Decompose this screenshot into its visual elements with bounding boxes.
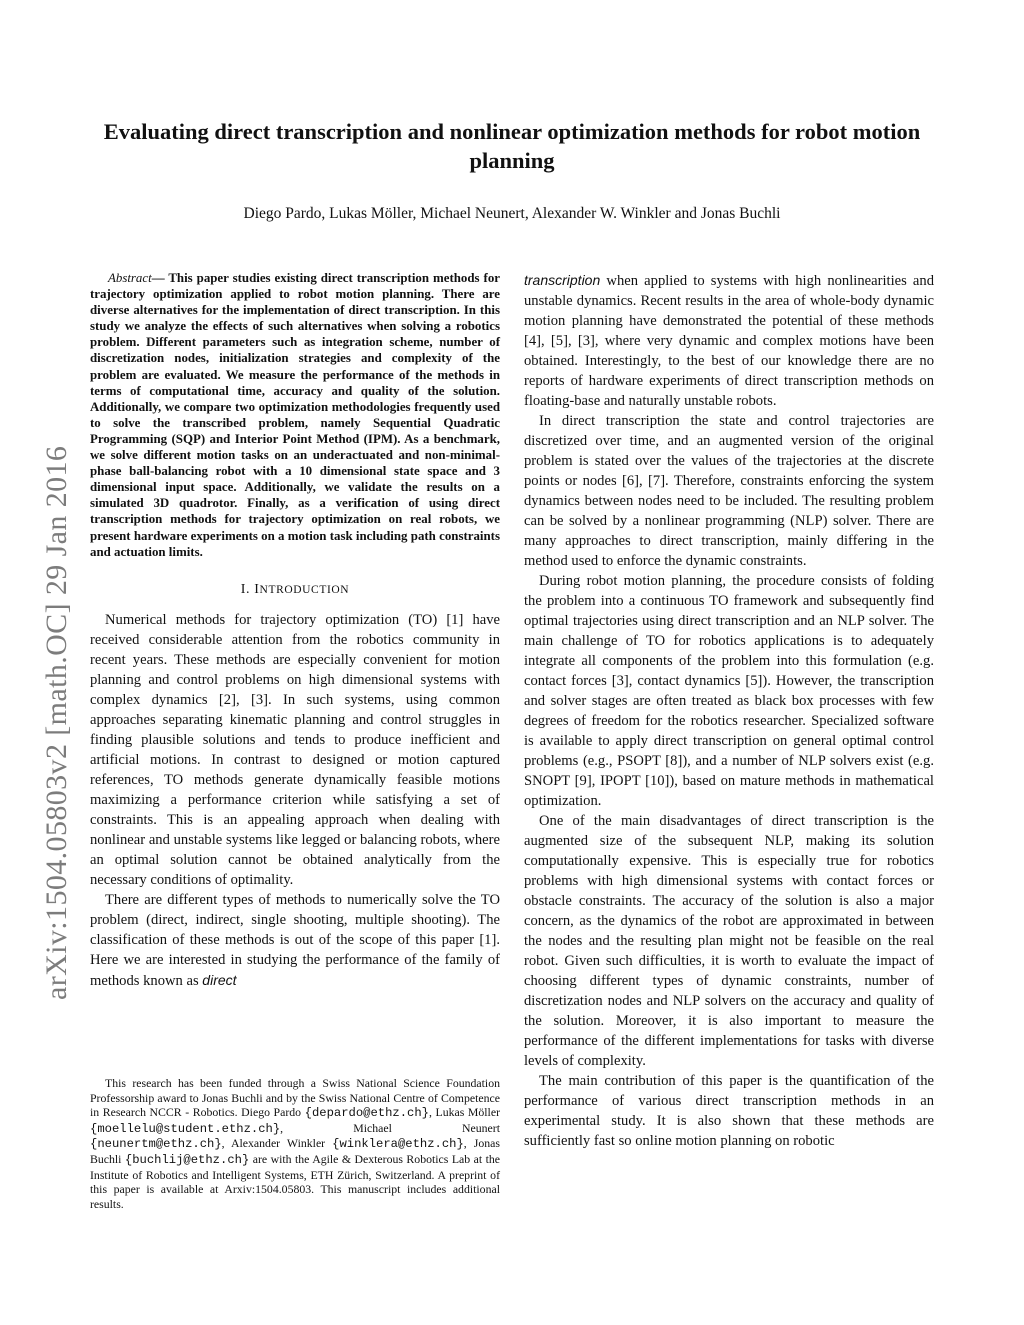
intro-paragraph-5: One of the main disadvantages of direct transcription is the augmented size of the subsequent NLP, making its solution computationally expensive. This is especially true for robotics problems with high dimensional systems with contact forces or obstacle constraints. The accuracy of the solution is also a major concern, as the dynamics of the robot are approximated in between the nodes and the resulting plan might not be feasible on the real robot. Given such difficulties, it is worth to evaluate the impact of choosing different types of dynamic constraints, number of discretization nodes and NLP solvers on the accuracy and quality of the solution. Moreover, it is also important to measure the performance of the different implementations for tasks with diverse levels of complexity.	[524, 813, 934, 1069]
email-pardo: {depardo@ethz.ch}	[304, 1106, 429, 1121]
footnote-part: , Alexander Winkler	[221, 1136, 333, 1151]
footnote-text	[90, 1076, 500, 1211]
intro-paragraph-4: During robot motion planning, the procedure consists of folding the problem into a continuous TO framework and subsequently find optimal trajectories using direct transcription and an NLP solver. The main challenge of TO for robotics applications is to adequately integrate all components of the problem into this formulation (e.g. contact forces [3], contact dynamics [5]). However, the transcription and solver stages are often treated as black box processes with few degrees of freedom for the robotics researcher. Specialized software is available to apply direct transcription on general optimal control problems (e.g., PSOPT [8]), and a number of NLP solvers exist (e.g. SNOPT [9], IPOPT [10]), based on mature methods in mathematical optimization.	[524, 573, 934, 809]
footnote-part: This research has been funded through a Swiss National Science Foundation Professorship award to Jonas Buchli and by the Swiss National Centre of Competence in Research NCCR - Robotics. Diego Pardo	[90, 1076, 500, 1120]
section-title-rest: NTRODUCTION	[259, 583, 350, 596]
email-buchli: {buchlij@ethz.ch}	[124, 1152, 250, 1167]
intro-paragraph-2	[90, 890, 500, 991]
abstract-text: — This paper studies existing direct transcription methods for trajectory optimization applied to robot motion planning. There are diverse alternatives for the implementation of direct transcription. In this study we analyze the effects of such alternatives when solving a robotics problem. Different parameters such as integration scheme, number of discretization nodes, initialization strategies and complexity of the problem are evaluated. We measure the performance of the methods in terms of computational time, accuracy and quality of the solution. Additionally, we compare two optimization methodologies frequently used to solve the transcribed problem, namely Sequential Quadratic Programming (SQP) and Interior Point Method (IPM). As a benchmark, we solve different motion tasks on an underactuated and non-minimal-phase ball-balancing robot with a 10 dimensional state space and 3 dimensional input space. Additionally, we validate the results on a simulated 3D quadrotor. Finally, as a verification of using direct transcription methods for trajectory optimization on real robots, we present hardware experiments on a motion task including path constraints and actuation limits.	[90, 271, 500, 559]
footnote-part: , Lukas Möller	[428, 1105, 500, 1120]
email-moeller: {moellelu@student.ethz.ch}	[90, 1121, 281, 1136]
email-winkler: {winklera@ethz.ch}	[332, 1137, 464, 1152]
footnote-part: are with the Agile & Dexterous Robotics Lab at the Institute of Robotics and Intelligent Systems, ETH Zürich, Switzerland. A preprint of this paper is available at Arxiv:1504.05803. This manuscript includes additional results.	[90, 1151, 501, 1211]
intro-paragraph-1: Numerical methods for trajectory optimization (TO) [1] have received considerable attention from the robotics community in recent years. These methods are especially convenient for motion planning and control problems on high dimensional systems with complex dynamics [2], [3]. In such systems, using common approaches separating kinematic planning and control struggles in finding plausible solutions and tends to produce inefficient and artificial motions. In contrast to designed or motion captured references, TO methods generate dynamically feasible motions maximizing a performance criterion while satisfying a set of constraints. This is an appealing approach when dealing with nonlinear and unstable systems like legged or balancing robots, where an optimal solution cannot be obtained analytically from the necessary conditions of optimality.	[90, 611, 500, 888]
footnote-part: , Michael Neunert	[280, 1120, 500, 1135]
author-list: Diego Pardo, Lukas Möller, Michael Neunert, Alexander W. Winkler and Jonas Buchli	[243, 205, 781, 222]
section-title-initial: I	[254, 581, 260, 597]
section-number: I.	[240, 581, 251, 597]
continued-text: when applied to systems with high nonlinearities and unstable dynamics. Recent results in the area of whole-body dynamic motion planning have demonstrated the potential of these methods [4], [5], [3], where very dynamic and complex motions have been obtained. Interestingly, to the best of our knowledge there are no reports of hardware experiments of direct transcription methods on floating-base and naturally unstable robots.	[524, 273, 934, 409]
arxiv-stamp: arXiv:1504.05803v2 [math.OC] 29 Jan 2016	[40, 445, 73, 1000]
paper-title: Evaluating direct transcription and nonlinear optimization methods for robot motion planning	[103, 119, 921, 173]
left-column	[90, 270, 500, 991]
right-column	[524, 270, 934, 1151]
intro-paragraph-2-continued	[524, 270, 934, 411]
abstract-label: Abstract	[108, 271, 152, 285]
intro-paragraph-3: In direct transcription the state and control trajectories are discretized over time, and an augmented version of the original problem is stated over the values of the trajectories at the discrete points or nodes [6], [7]. Therefore, constraints enforcing the system dynamics between nodes need to be included. The resulting problem can be solved by a nonlinear programming (NLP) solver. There are many approaches to direct transcription, mainly differing in the method used to enforce the dynamic constraints.	[524, 413, 934, 569]
intro-paragraph-2-text: There are different types of methods to numerically solve the TO problem (direct, indirect, single shooting, multiple shooting). The classification of these methods is out of the scope of this paper [1]. Here we are interested in studying the performance of the family of methods known as	[90, 891, 500, 989]
intro-paragraph-2-emphasis: direct	[202, 971, 237, 988]
footnote	[90, 1076, 500, 1211]
abstract	[90, 270, 500, 560]
intro-paragraph-6: The main contribution of this paper is the quantification of the performance of various direct transcription methods in an experimental study. It is also shown that these methods are sufficiently fast so online motion planning on robotic	[524, 1073, 934, 1149]
footnote-part: , Jonas Buchli	[90, 1136, 500, 1166]
section-heading-introduction	[90, 580, 500, 600]
continued-emphasis: transcription	[524, 272, 601, 288]
email-neunert: {neunertm@ethz.ch}	[90, 1137, 222, 1152]
